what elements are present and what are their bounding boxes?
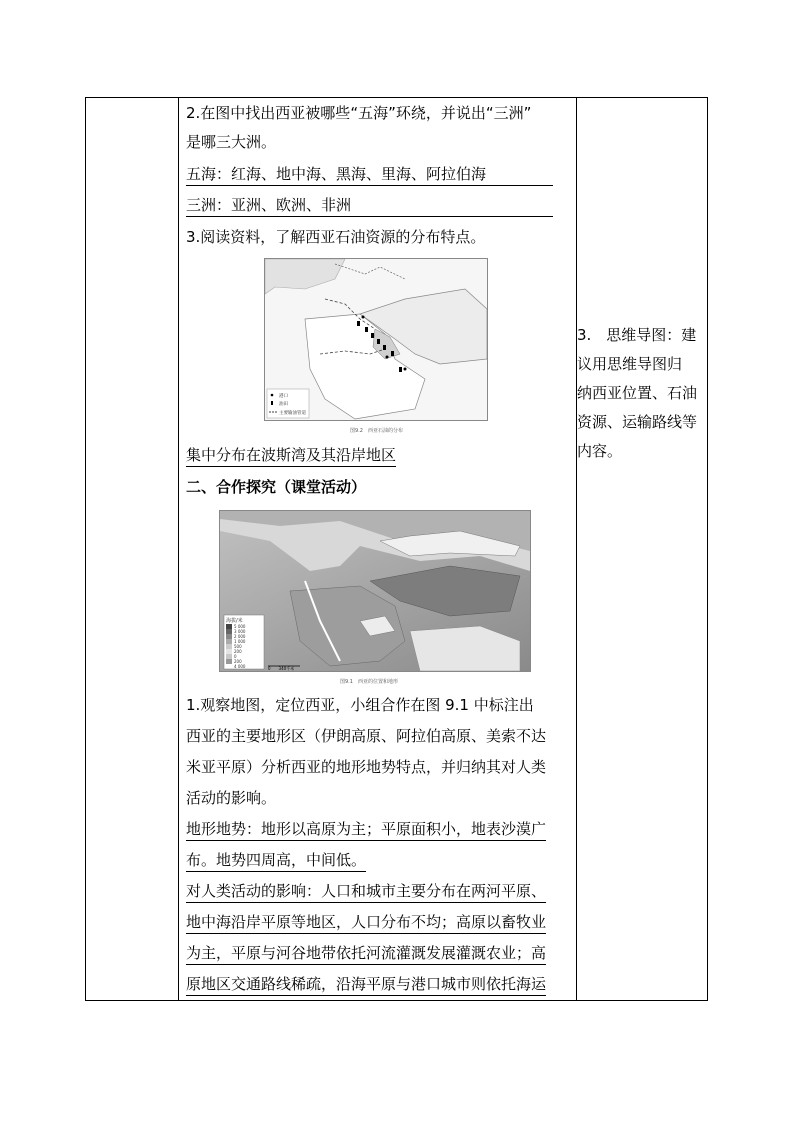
answer-five-seas: 五海：红海、地中海、黑海、里海、阿拉伯海 bbox=[186, 164, 553, 186]
section-heading: 二、合作探究（课堂活动） bbox=[186, 478, 367, 496]
svg-text:500: 500 bbox=[234, 644, 242, 649]
question-3: 3.阅读资料，了解西亚石油资源的分布特点。 bbox=[186, 228, 486, 246]
oil-distribution-map bbox=[264, 258, 488, 421]
answer-terrain-line-1: 地形地势：地形以高原为主；平原面积小，地表沙漠广 bbox=[186, 819, 546, 841]
svg-text:5 000: 5 000 bbox=[234, 624, 246, 629]
answer-oil-distribution: 集中分布在波斯湾及其沿岸地区 bbox=[186, 445, 396, 467]
task-1-line-1: 1.观察地图，定位西亚，小组合作在图 9.1 中标注出 bbox=[186, 696, 534, 714]
svg-text:海拔/米: 海拔/米 bbox=[226, 618, 243, 624]
oil-map-caption: 图9.2 西亚石油的分布 bbox=[350, 428, 403, 434]
terrain-map-icon bbox=[220, 511, 530, 671]
column-divider-right bbox=[576, 98, 577, 1000]
answer-impact-line-4: 原地区交通路线稀疏，沿海平原与港口城市则依托海运 bbox=[186, 974, 546, 996]
answer-impact-line-1: 对人类活动的影响：人口和城市主要分布在两河平原、 bbox=[186, 881, 546, 903]
task-1-line-4: 活动的影响。 bbox=[186, 789, 277, 807]
answer-impact-line-3: 为主，平原与河谷地带依托河流灌溉发展灌溉农业；高 bbox=[186, 943, 546, 965]
question-2-line-1: 2.在图中找出西亚被哪些“五海”环绕，并说出“三洲” bbox=[186, 104, 532, 122]
oil-distribution-map-icon bbox=[265, 259, 487, 420]
terrain-map-caption: 图9.1 西亚的位置和地形 bbox=[340, 679, 398, 685]
side-note-line-1: 3. 思维导图：建 bbox=[577, 326, 697, 344]
question-2-line-2: 是哪三大洲。 bbox=[186, 133, 277, 151]
svg-text:200: 200 bbox=[234, 649, 242, 654]
svg-text:200: 200 bbox=[234, 659, 242, 664]
task-1-line-3: 米亚平原）分析西亚的地形地势特点，并归纳其对人类 bbox=[186, 758, 547, 776]
svg-text:0 340千米: 0 340千米 bbox=[268, 666, 295, 671]
answer-terrain-line-2: 布。地势四周高，中间低。 bbox=[186, 850, 366, 872]
svg-text:港口: 港口 bbox=[279, 394, 288, 399]
svg-text:4 000: 4 000 bbox=[234, 664, 246, 669]
task-1-line-2: 西亚的主要地形区（伊朗高原、阿拉伯高原、美索不达 bbox=[186, 727, 547, 745]
side-note-line-5: 内容。 bbox=[577, 442, 623, 460]
answer-three-continents: 三洲：亚洲、欧洲、非洲 bbox=[186, 195, 553, 217]
svg-text:0: 0 bbox=[234, 654, 237, 659]
svg-text:1 000: 1 000 bbox=[234, 639, 246, 644]
column-divider-left bbox=[178, 98, 179, 1000]
svg-text:主要输油管道: 主要输油管道 bbox=[279, 411, 306, 416]
side-column-note bbox=[577, 321, 705, 466]
terrain-map bbox=[219, 510, 531, 672]
side-note-line-3: 纳西亚位置、石油 bbox=[577, 384, 698, 402]
answer-impact-line-2: 地中海沿岸平原等地区，人口分布不均；高原以畜牧业 bbox=[186, 912, 546, 934]
side-note-line-2: 议用思维导图归 bbox=[577, 355, 683, 373]
svg-text:3 000: 3 000 bbox=[234, 629, 246, 634]
svg-text:2 000: 2 000 bbox=[234, 634, 246, 639]
svg-text:油田: 油田 bbox=[279, 402, 288, 407]
side-note-line-4: 资源、运输路线等 bbox=[577, 413, 698, 431]
